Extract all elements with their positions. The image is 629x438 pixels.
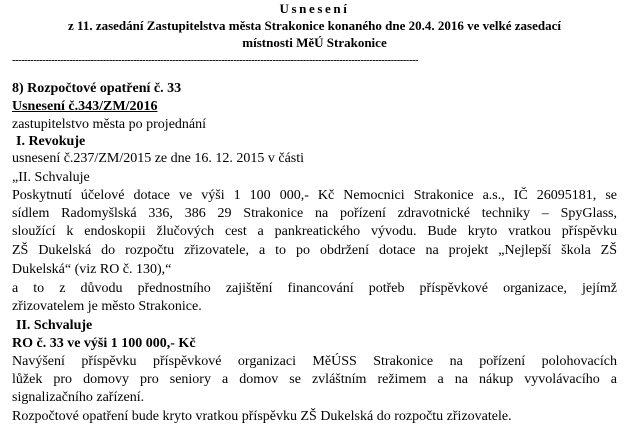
session-info-line: z 11. zasedání Zastupitelstva města Strakonice konaného dne 20.4. 2016 ve velké zasedací [68, 18, 561, 33]
revocation-line: Dukelská“ (viz RO č. 130),“ [12, 262, 172, 277]
approval-line: signalizačního zařízení. [12, 390, 145, 405]
document-title: Usnesení [279, 1, 350, 16]
header-separator: -------------------------------------------------------------------------------------------------------------------------------------- [12, 56, 419, 66]
revocation-line: usnesení č.237/ZM/2015 ze dne 16. 12. 2015 v části [12, 151, 305, 166]
approval-line: Navýšení příspěvku příspěvkové organizaci MěÚSS Strakonice na pořízení polohovacích [12, 354, 617, 369]
approval-line: Rozpočtové opatření bude kryto vratkou příspěvku ZŠ Dukelská do rozpočtu zřizovatele. [12, 409, 512, 424]
revocation-line: „II. Schvaluje [12, 170, 90, 185]
revocation-line: zřizovatelem je město Strakonice. [12, 299, 202, 314]
revocation-line: Poskytnutí účelové dotace ve výši 1 100 000,- Kč Nemocnici Strakonice a.s., IČ 26095181, se [12, 188, 617, 203]
approval-line: lůžek pro domovy pro seniory a domov se zvláštním režimem a na nákup vyvolávacího a [12, 372, 617, 387]
revocation-heading: I. Revokuje [16, 134, 86, 149]
intro-text: zastupitelstvo města po projednání [12, 117, 207, 132]
session-location-line: místnosti MěÚ Strakonice [242, 35, 387, 50]
approval-heading: II. Schvaluje [16, 318, 93, 333]
revocation-line: sídlem Radomyšlská 336, 386 29 Strakonice na pořízení zdravotnické techniky – SpyGlass, [12, 206, 617, 221]
revocation-line: a to z důvodu přednostního zajištění financování potřeb příspěvkové organizace, jejímž [12, 281, 617, 296]
resolution-number: Usnesení č.343/ZM/2016 [12, 99, 158, 114]
budget-measure-heading: RO č. 33 ve výši 1 100 000,- Kč [12, 336, 196, 351]
section-heading: 8) Rozpočtové opatření č. 33 [12, 81, 182, 96]
revocation-line: sloužící k endoskopii žlučových cest a pankreatického vývodu. Bude kryto vratkou příspěvku [12, 224, 617, 239]
revocation-line: ZŠ Dukelská do rozpočtu zřizovatele, a to po obdržení dotace na projekt „Nejlepší škola ZŠ [12, 243, 617, 258]
